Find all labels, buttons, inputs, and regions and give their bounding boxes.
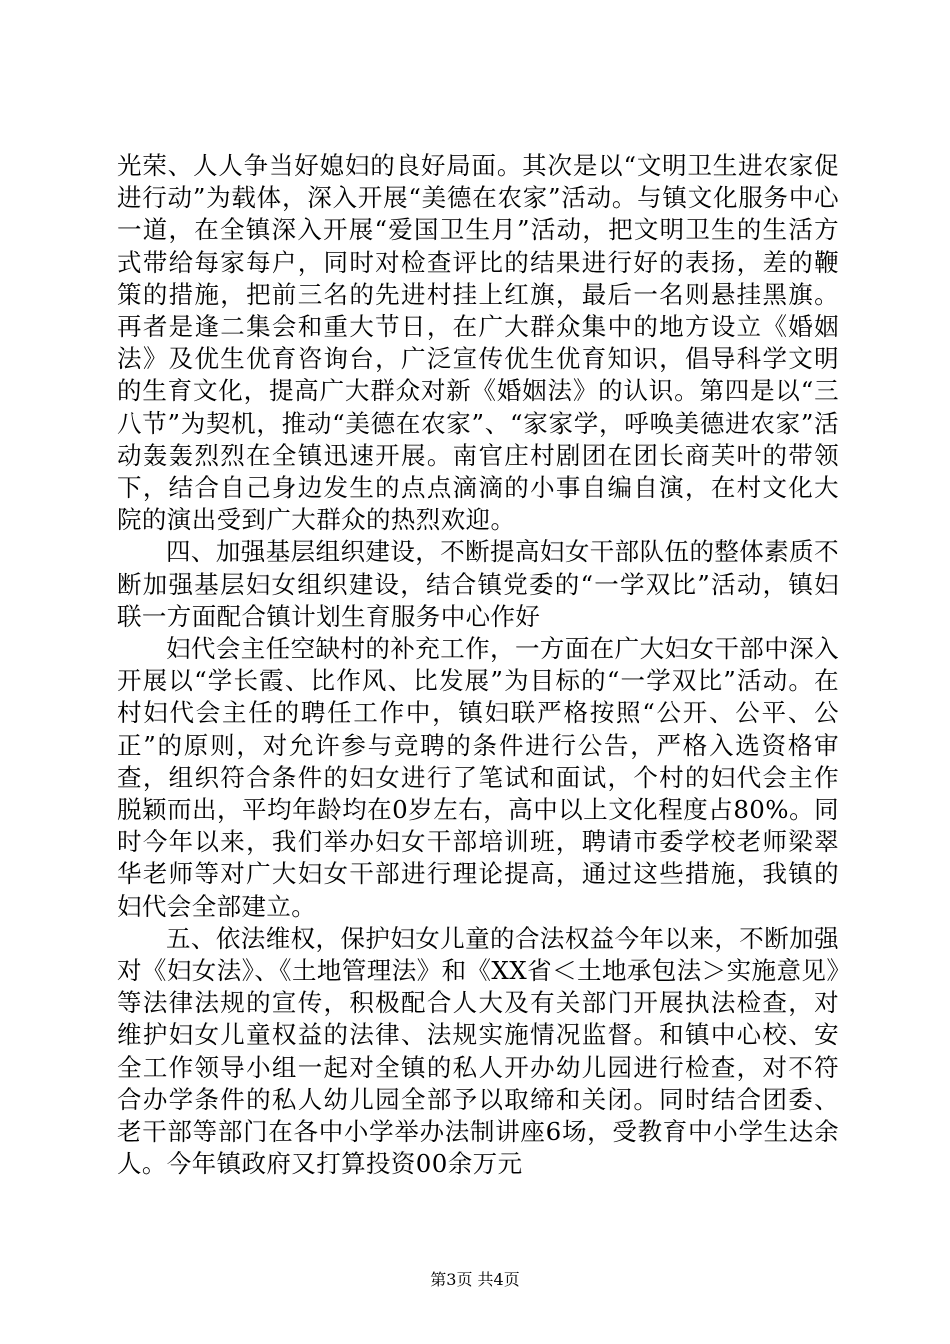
paragraph-continuation: 光荣、人人争当好媳妇的良好局面。其次是以“文明卫生进农家促进行动”为载体，深入开展“美德在农家”活动。与镇文化服务中心一道，在全镇深入开展“爱国卫生月”活动，把文明卫生的生活方式带给每家每户，同时对检查评比的结果进行好的表扬，差的鞭策的措施，把前三名的先进村挂上红旗，最后一名则悬挂黑旗。再者是逢二集会和重大节日，在广大群众集中的地方设立《婚姻法》及优生优育咨询台，广泛宣传优生优育知识，倡导科学文明的生育文化，提高广大群众对新《婚姻法》的认识。第四是以“三八节”为契机，推动“美德在农家”、“家家学，呼唤美德进农家”活动轰轰烈烈在全镇迅速开展。南官庄村剧团在团长商芙叶的带领下，结合自己身边发生的点点滴滴的小事自编自演，在村文化大院的演出受到广大群众的热烈欢迎。 bbox=[117, 151, 839, 535]
document-body bbox=[117, 150, 839, 1181]
paragraph-women-federation: 妇代会主任空缺村的补充工作，一方面在广大妇女干部中深入开展以“学长霞、比作风、比发展”为目标的“一学双比”活动。在村妇代会主任的聘任工作中，镇妇联严格按照“公开、公平、公正”的原则，对允许参与竞聘的条件进行公告，严格入选资格审查，组织符合条件的妇女进行了笔试和面试，个村的妇代会主作脱颖而出，平均年龄均在0岁左右，高中以上文化程度占80%。同时今年以来，我们举办妇女干部培训班，聘请市委学校老师梁翠华老师等对广大妇女干部进行理论提高，通过这些措施，我镇的妇代会全部建立。 bbox=[117, 634, 839, 921]
page-number-footer: 第3页 共4页 bbox=[430, 1270, 520, 1289]
paragraph-section-four: 四、加强基层组织建设，不断提高妇女干部队伍的整体素质不断加强基层妇女组织建设，结合镇党委的“一学双比”活动，镇妇联一方面配合镇计划生育服务中心作好 bbox=[117, 537, 839, 631]
paragraph-section-five: 五、依法维权，保护妇女儿童的合法权益今年以来，不断加强对《妇女法》、《土地管理法》和《XX省＜土地承包法＞实施意见》等法律法规的宣传，积极配合人大及有关部门开展执法检查，对维护妇女儿童权益的法律、法规实施情况监督。和镇中心校、安全工作领导小组一起对全镇的私人开办幼儿园进行检查，对不符合办学条件的私人幼儿园全部予以取缔和关闭。同时结合团委、老干部等部门在各中小学举办法制讲座6场，受教育中小学生达余人。今年镇政府又打算投资00余万元 bbox=[117, 923, 839, 1179]
